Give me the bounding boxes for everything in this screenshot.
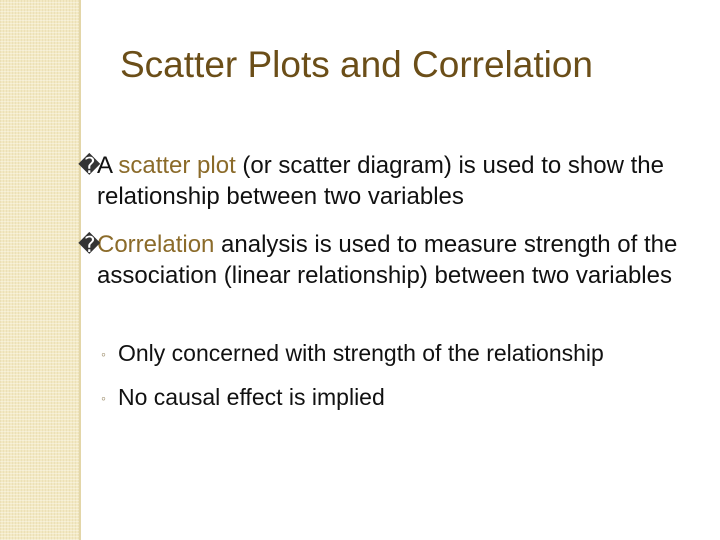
decorative-side-strip bbox=[0, 0, 79, 540]
bullet-marker-icon: � bbox=[78, 232, 101, 257]
bullet-accent-term: Correlation bbox=[97, 231, 215, 258]
bullet-marker-icon: � bbox=[78, 153, 101, 178]
slide-title: Scatter Plots and Correlation bbox=[120, 44, 594, 85]
bullet-lead-text: A bbox=[97, 152, 119, 179]
bullet-correlation bbox=[78, 229, 707, 291]
sub-bullet-text: Only concerned with strength of the relationship bbox=[118, 340, 604, 366]
bullet-accent-term: scatter plot bbox=[118, 152, 236, 179]
bullet-body-text: (or scatter diagram) is used to show the relationship between two variables bbox=[97, 152, 664, 210]
sub-bullet-circle-icon: ◦ bbox=[101, 346, 106, 362]
bullet-body-text: analysis is used to measure strength of the association (linear relationship) between two variables bbox=[97, 231, 678, 289]
sub-bullet-circle-icon: ◦ bbox=[101, 390, 106, 406]
side-strip-divider bbox=[79, 0, 81, 540]
sub-bullet-strength-only bbox=[101, 338, 604, 368]
bullet-scatter-plot bbox=[78, 150, 707, 212]
sub-bullet-text: No causal effect is implied bbox=[118, 384, 385, 410]
sub-bullet-no-causal bbox=[101, 382, 385, 412]
